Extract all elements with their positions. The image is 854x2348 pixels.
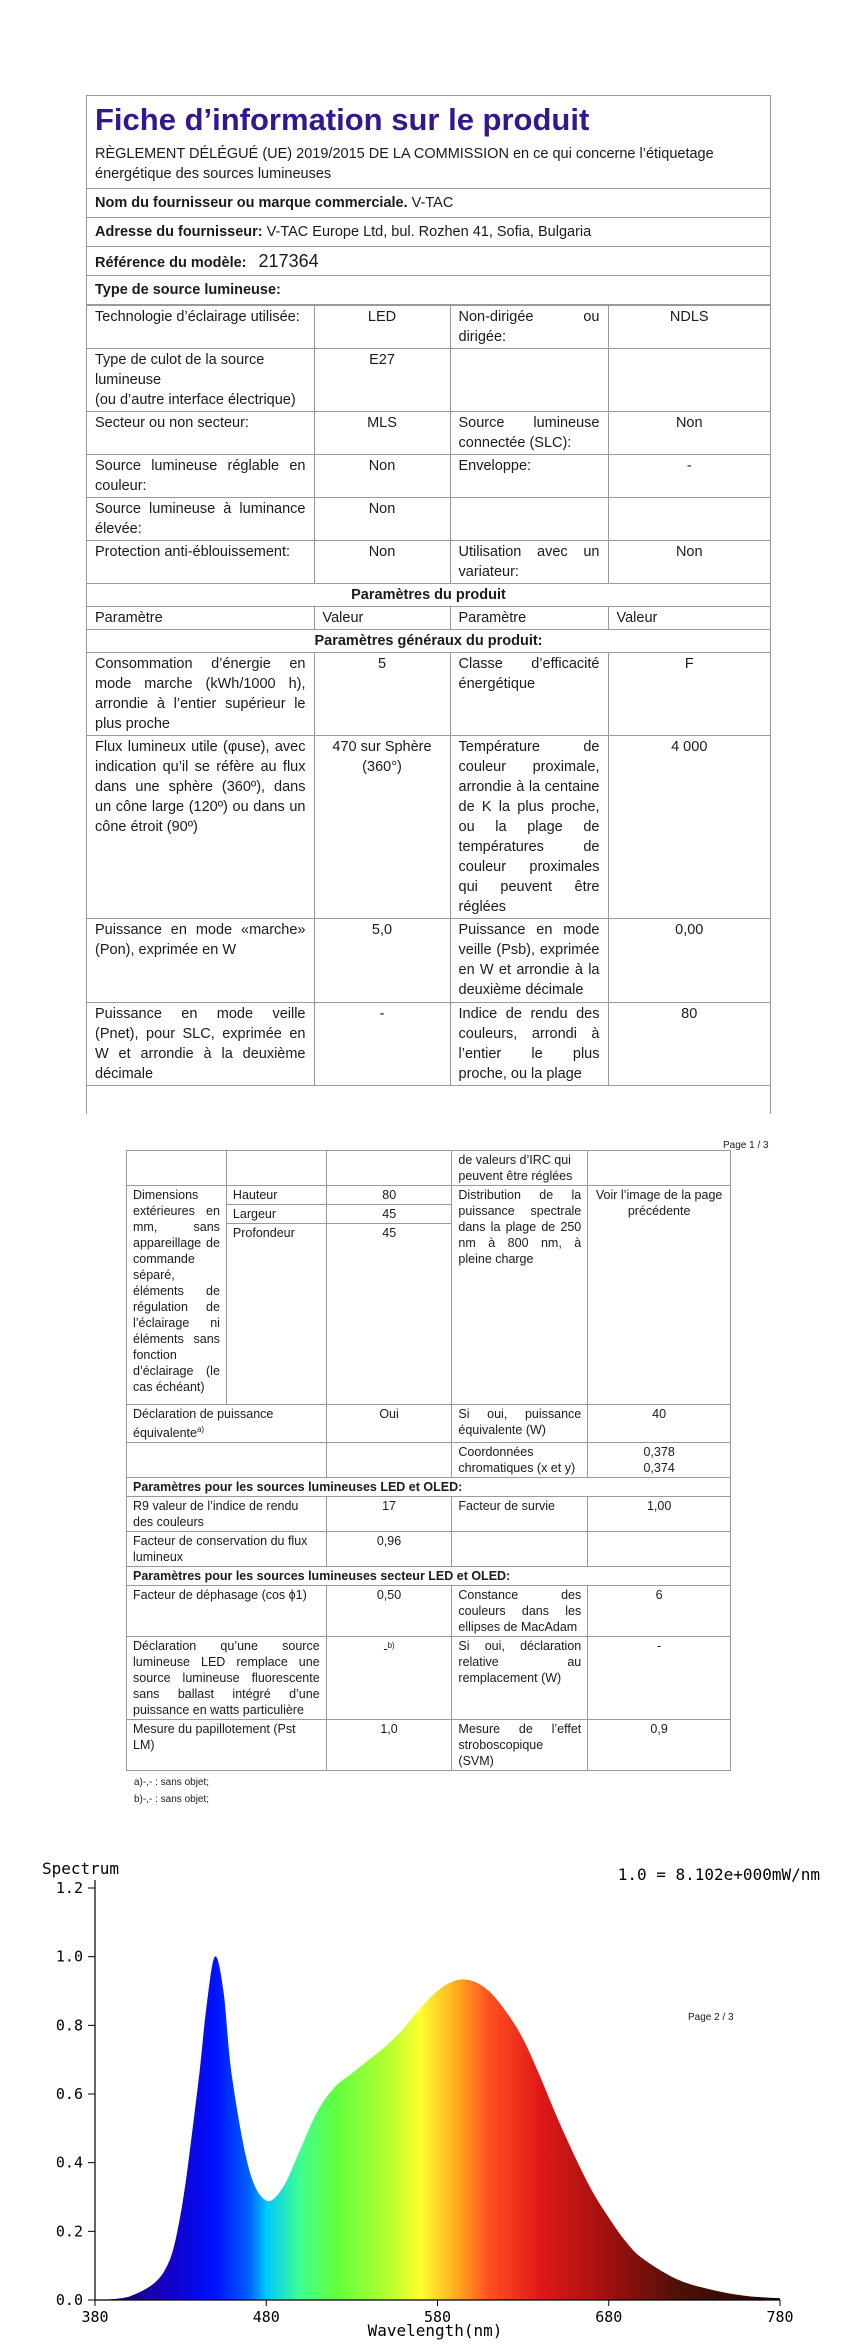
energy-label: Consommation d’énergie en mode marche (kWh/1000 h), arrondie à l’entier supérieur le plus proche <box>87 653 314 736</box>
cri-continued: de valeurs d’IRC qui peuvent être réglées <box>452 1151 588 1186</box>
equiv-value: Oui <box>326 1404 452 1442</box>
table-row <box>87 498 770 541</box>
chart-annotation: 1.0 = 8.102e+000mW/nm <box>617 1865 820 1884</box>
plot-area <box>56 1879 794 2326</box>
supplier-row <box>87 189 770 218</box>
table-row <box>127 1496 731 1531</box>
led-params-header: Paramètres pour les sources lumineuses LED et OLED: <box>127 1477 731 1496</box>
empty-cell <box>450 498 608 541</box>
flicker-label: Mesure du papillotement (Pst LM) <box>127 1719 327 1770</box>
pnet-value: - <box>314 1003 450 1086</box>
lumen-value: 0,96 <box>326 1531 452 1566</box>
cosphi-value: 0,50 <box>326 1585 452 1636</box>
col-param: Paramètre <box>450 607 608 630</box>
source-type-label: Type de source lumineuse: <box>95 282 281 298</box>
model-value: 217364 <box>258 251 319 271</box>
footnote-b: b)-,- : sans objet; <box>134 1793 210 1805</box>
r9-value: 17 <box>326 1496 452 1531</box>
cosphi-label: Facteur de déphasage (cos ϕ1) <box>127 1585 327 1636</box>
dim-row <box>227 1205 451 1224</box>
table-header-row <box>87 607 770 630</box>
table-row <box>87 630 770 653</box>
dims-cell <box>226 1186 451 1405</box>
envelope-value: - <box>608 455 770 498</box>
y-tick-label: 0.8 <box>55 2016 83 2035</box>
survival-label: Facteur de survie <box>452 1496 588 1531</box>
empty-cell <box>450 349 608 412</box>
svm-label: Mesure de l’effet stroboscopique (SVM) <box>452 1719 588 1770</box>
tunable-label: Source lumineuse réglable en couleur: <box>87 455 314 498</box>
product-info-page-2 <box>126 1150 731 1807</box>
x-tick-label: 780 <box>766 2308 794 2326</box>
dims-label: Dimensions extérieures en mm, sans appareillage de commande séparé, éléments de régulation de l’éclairage ni éléments sans fonction d’éclairage (le cas échéant) <box>127 1186 227 1405</box>
x-tick-label: 380 <box>81 2308 109 2326</box>
source-type-row <box>87 276 770 305</box>
equiv-w-label: Si oui, puissance équivalente (W) <box>452 1404 588 1442</box>
address-value: V-TAC Europe Ltd, bul. Rozhen 41, Sofia, Bulgaria <box>266 224 592 240</box>
empty-cell <box>452 1531 588 1566</box>
x-tick-label: 580 <box>423 2308 452 2326</box>
lumen-label: Facteur de conservation du flux lumineux <box>127 1531 327 1566</box>
model-row <box>87 247 770 276</box>
cap-label: Type de culot de la source lumineuse <box>95 352 265 388</box>
y-tick-label: 0.6 <box>55 2085 83 2103</box>
table-row <box>127 1566 731 1585</box>
general-params-header: Paramètres généraux du produit: <box>87 630 770 653</box>
pon-value: 5,0 <box>314 919 450 1003</box>
cap-label-cell <box>87 349 314 412</box>
psb-value: 0,00 <box>608 919 770 1003</box>
y-tick-label: 0.2 <box>55 2222 83 2241</box>
chroma-value-cell <box>588 1442 731 1477</box>
glare-value: Non <box>314 541 450 584</box>
slc-value: Non <box>608 412 770 455</box>
dim-label: Hauteur <box>227 1186 327 1205</box>
table-row <box>127 1151 731 1186</box>
class-label: Classe d’efficacité énergétique <box>450 653 608 736</box>
product-table <box>87 305 770 1086</box>
cap-label-2: (ou d’autre interface électrique) <box>95 392 296 408</box>
regulation-reference: RÈGLEMENT DÉLÉGUÉ (UE) 2019/2015 DE LA COMMISSION en ce qui concerne l’étiquetage énergétique des sources lumineuses <box>87 144 770 189</box>
dim-value: 45 <box>327 1205 452 1224</box>
empty-cell <box>127 1442 327 1477</box>
dim-label: Profondeur <box>227 1224 327 1404</box>
y-tick-label: 1.2 <box>55 1879 83 1897</box>
slc-label: Source lumineuse connectée (SLC): <box>450 412 608 455</box>
mains-value: MLS <box>314 412 450 455</box>
empty-cell <box>588 1531 731 1566</box>
flicker-value: 1,0 <box>326 1719 452 1770</box>
table-row <box>87 584 770 607</box>
address-label: Adresse du fournisseur: <box>95 224 263 240</box>
table-row <box>87 455 770 498</box>
tech-value: LED <box>314 306 450 349</box>
tunable-value: Non <box>314 455 450 498</box>
cri-value: 80 <box>608 1003 770 1086</box>
cap-value: E27 <box>314 349 450 412</box>
empty-cell <box>608 349 770 412</box>
x-axis-label: Wavelength(nm) <box>367 2321 503 2340</box>
macadam-label: Constance des couleurs dans les ellipses de MacAdam <box>452 1585 588 1636</box>
cct-value: 4 000 <box>608 736 770 919</box>
dim-value: 80 <box>327 1186 452 1205</box>
glare-label: Protection anti-éblouissement: <box>87 541 314 584</box>
cct-label: Température de couleur proximale, arrondie à la centaine de K la plus proche, ou la plage de températures de couleur proximales qui peuvent être réglées <box>450 736 608 919</box>
x-tick-label: 680 <box>595 2308 623 2326</box>
equiv-w-value: 40 <box>588 1404 731 1442</box>
address-row <box>87 218 770 247</box>
model-label: Référence du modèle: <box>95 255 247 271</box>
svm-value: 0,9 <box>588 1719 731 1770</box>
cri-label: Indice de rendu des couleurs, arrondi à l’entier le plus proche, ou la plage <box>450 1003 608 1086</box>
replace-value-cell <box>326 1636 452 1719</box>
spectrum-chart <box>0 1848 854 2348</box>
table-row <box>127 1531 731 1566</box>
r9-label: R9 valeur de l’indice de rendu des couleurs <box>127 1496 327 1531</box>
table-row <box>127 1442 731 1477</box>
dir-value: NDLS <box>608 306 770 349</box>
empty-cell <box>127 1151 227 1186</box>
table-row <box>87 541 770 584</box>
y-tick-label: 1.0 <box>55 1947 83 1966</box>
table-row <box>127 1404 731 1442</box>
page-number-1: Page 1 / 3 <box>723 1140 769 1151</box>
empty-cell <box>226 1151 326 1186</box>
col-value: Valeur <box>608 607 770 630</box>
table-row <box>127 1585 731 1636</box>
chroma-y: 0,374 <box>643 1460 675 1475</box>
page-title: Fiche d’information sur le produit <box>95 102 590 137</box>
spd-value: Voir l’image de la page précédente <box>588 1186 731 1405</box>
flux-label: Flux lumineux utile (φuse), avec indication qu’il se réfère au flux dans une sphère (360º), dans un cône large (120º) ou dans un cône étroit (90º) <box>87 736 314 919</box>
energy-value: 5 <box>314 653 450 736</box>
y-tick-label: 0.0 <box>55 2291 83 2309</box>
product-info-page-1 <box>86 95 771 1114</box>
y-tick-label: 0.4 <box>55 2153 83 2172</box>
col-value: Valeur <box>314 607 450 630</box>
replace-value: - <box>383 1641 388 1656</box>
table-row <box>87 919 770 1003</box>
pnet-label: Puissance en mode veille (Pnet), pour SLC, exprimée en W et arrondie à la deuxième décimale <box>87 1003 314 1086</box>
dim-row <box>227 1224 451 1404</box>
empty-cell <box>326 1151 452 1186</box>
table-row <box>87 306 770 349</box>
macadam-value: 6 <box>588 1585 731 1636</box>
equiv-label-cell <box>127 1404 327 1442</box>
highlum-value: Non <box>314 498 450 541</box>
table-row <box>87 412 770 455</box>
equiv-label: Déclaration de puissance équivalente <box>133 1406 274 1440</box>
flux-value: 470 sur Sphère (360°) <box>314 736 450 919</box>
col-param: Paramètre <box>87 607 314 630</box>
spd-label: Distribution de la puissance spectrale dans la plage de 250 nm à 800 nm, à pleine charge <box>452 1186 588 1405</box>
dim-value: 45 <box>327 1224 452 1404</box>
table-row <box>127 1186 731 1405</box>
empty-cell <box>326 1442 452 1477</box>
mains-led-params-header: Paramètres pour les sources lumineuses secteur LED et OLED: <box>127 1566 731 1585</box>
dimmer-value: Non <box>608 541 770 584</box>
table-row <box>87 349 770 412</box>
table-row <box>127 1477 731 1496</box>
equiv-sup: a) <box>196 1424 205 1434</box>
dim-row <box>227 1186 451 1205</box>
dimmer-label: Utilisation avec un variateur: <box>450 541 608 584</box>
replace-label: Déclaration qu’une source lumineuse LED remplace une source lumineuse fluorescente sans ballast intégré d’une puissance en watts particulière <box>127 1636 327 1719</box>
highlum-label: Source lumineuse à luminance élevée: <box>87 498 314 541</box>
empty-cell <box>588 1151 731 1186</box>
table-row <box>127 1719 731 1770</box>
supplier-label: Nom du fournisseur ou marque commerciale. <box>95 195 408 211</box>
dim-label: Largeur <box>227 1205 327 1224</box>
dir-label: Non-dirigée ou dirigée: <box>450 306 608 349</box>
pon-label: Puissance en mode «marche» (Pon), exprimée en W <box>87 919 314 1003</box>
product-table-continued <box>126 1150 731 1771</box>
replace-w-label: Si oui, déclaration relative au remplacement (W) <box>452 1636 588 1719</box>
spectrum-area <box>95 1956 780 2300</box>
x-tick-label: 480 <box>252 2308 280 2326</box>
supplier-value: V-TAC <box>411 195 454 211</box>
empty-cell <box>608 498 770 541</box>
table-row <box>127 1636 731 1719</box>
product-params-header: Paramètres du produit <box>87 584 770 607</box>
chroma-x: 0,378 <box>643 1444 675 1459</box>
replace-w-value: - <box>588 1636 731 1719</box>
page-number-2: Page 2 / 3 <box>688 2012 734 2023</box>
footnote-a: a)-,- : sans objet; <box>134 1776 210 1788</box>
table-row <box>87 653 770 736</box>
envelope-label: Enveloppe: <box>450 455 608 498</box>
replace-sup: b) <box>387 1640 395 1650</box>
chroma-label: Coordonnées chromatiques (x et y) <box>452 1442 588 1477</box>
dims-subtable <box>227 1186 451 1404</box>
chart-title: Spectrum <box>42 1859 120 1878</box>
class-value: F <box>608 653 770 736</box>
psb-label: Puissance en mode veille (Psb), exprimée en W et arrondie à la deuxième décimale <box>450 919 608 1003</box>
table-row <box>87 1003 770 1086</box>
table-row <box>87 736 770 919</box>
tech-label: Technologie d’éclairage utilisée: <box>87 306 314 349</box>
survival-value: 1,00 <box>588 1496 731 1531</box>
mains-label: Secteur ou non secteur: <box>87 412 314 455</box>
